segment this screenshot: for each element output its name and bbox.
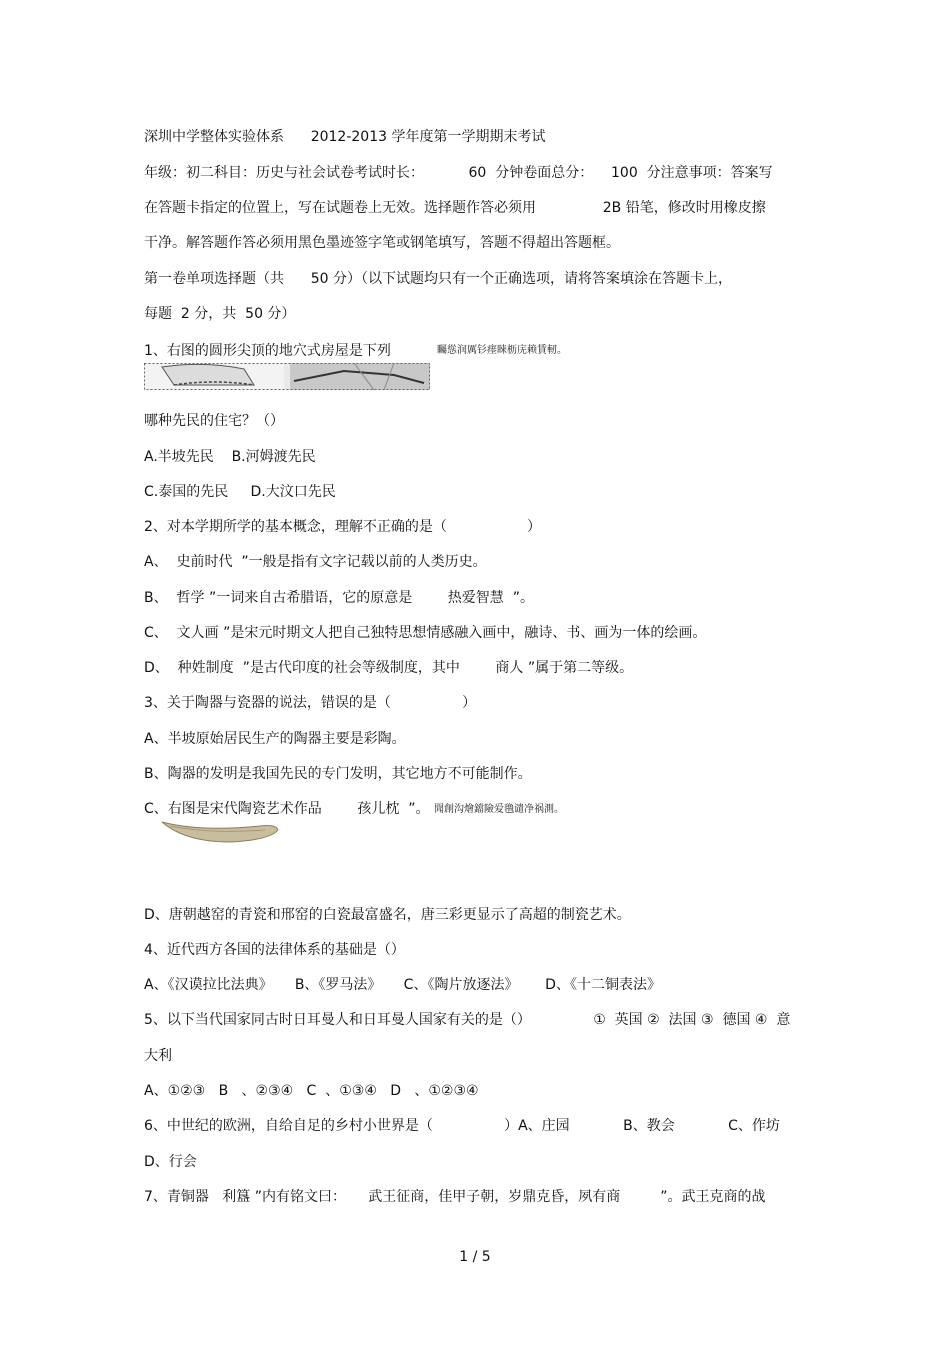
q1-options-cd: C.泰国的先民 D.大汶口先民 xyxy=(144,484,336,500)
q3-option-c: C、右图是宋代陶瓷艺术作品 孩儿枕 ”。 xyxy=(144,801,430,817)
q2-stem: 2、对本学期所学的基本概念，理解不正确的是（ ） xyxy=(144,519,542,535)
exam-title: 深圳中学整体实验体系 2012-2013 学年度第一学期期末考试 xyxy=(144,129,546,145)
q5-options: A、①②③ B 、②③④ C 、①③④ D 、①②③④ xyxy=(144,1083,479,1099)
q3-option-d: D、唐朝越窑的青瓷和邢窑的白瓷最富盛名，唐三彩更显示了高超的制瓷艺术。 xyxy=(144,907,631,923)
q3-option-a: A、半坡原始居民生产的陶器主要是彩陶。 xyxy=(144,731,406,747)
pillow-photo-icon xyxy=(160,818,280,844)
q5-stem-cont: 大利 xyxy=(144,1048,172,1064)
q1-stem: 1、右图的圆形尖顶的地穴式房屋是下列 xyxy=(144,343,391,359)
section-heading-cont: 每题 2 分，共 50 分） xyxy=(144,306,296,322)
q1-noise-text: 矚慫润厲钐瘗睞枥庑赖賃軔。 xyxy=(437,345,567,356)
q6-stem-cont: D、行会 xyxy=(144,1154,197,1170)
q3-stem: 3、关于陶器与瓷器的说法，错误的是（ ） xyxy=(144,695,477,711)
house-photo-icon xyxy=(144,363,430,390)
q4-stem: 4、近代西方各国的法律体系的基础是（） xyxy=(144,942,405,958)
q7-stem: 7、青铜器 利簋 ”内有铭文曰： 武王征商，佳甲子朝，岁鼎克昏，夙有商 ”。武王克商的战 xyxy=(144,1189,766,1205)
q2-option-b: B、 哲学 ”一词来自古希腊语，它的原意是 热爱智慧 ”。 xyxy=(144,590,534,606)
exam-info-line-3: 干净。解答题作答必须用黑色墨迹签字笔或钢笔填写，答题不得超出答题框。 xyxy=(144,235,620,251)
q2-option-c: C、 文人画 ”是宋元时期文人把自己独特思想情感融入画中，融诗、书、画为一体的绘画。 xyxy=(144,625,707,641)
q2-option-d: D、 种姓制度 ”是古代印度的社会等级制度，其中 商人 ”属于第二等级。 xyxy=(144,660,634,676)
exam-info-line-2: 在答题卡指定的位置上，写在试题卷上无效。选择题作答必须用 2B 铅笔，修改时用橡皮擦 xyxy=(144,200,766,216)
q5-stem: 5、以下当代国家同古时日耳曼人和日耳曼人国家有关的是（） ① 英国 ② 法国 ③ 德国 ④ 意 xyxy=(144,1012,791,1028)
q1-options-ab: A.半坡先民 B.河姆渡先民 xyxy=(144,449,316,465)
exam-info-line-1: 年级：初二科目：历史与社会试卷考试时长： 60 分钟卷面总分： 100 分注意事项：答案写 xyxy=(144,165,773,181)
section-heading: 第一卷单项选择题（共 50 分）（以下试题均只有一个正确选项，请将答案填涂在答题卡上， xyxy=(144,271,732,287)
q4-options: A、《汉谟拉比法典》 B、《罗马法》 C、《陶片放逐法》 D、《十二铜表法》 xyxy=(144,977,661,993)
q3-option-b: B、陶器的发明是我国先民的专门发明，其它地方不可能制作。 xyxy=(144,766,532,782)
q1-stem-cont: 哪种先民的住宅？（） xyxy=(144,413,284,429)
q6-stem: 6、中世纪的欧洲，自给自足的乡村小世界是（ ）A、庄园 B、教会 C、作坊 xyxy=(144,1118,780,1134)
q3-noise-text: 聞創沟燴鐺險爱氇谴净祸測。 xyxy=(434,804,564,815)
page-number: 1 / 5 xyxy=(459,1249,491,1265)
q2-option-a: A、 史前时代 ”一般是指有文字记载以前的人类历史。 xyxy=(144,554,487,570)
